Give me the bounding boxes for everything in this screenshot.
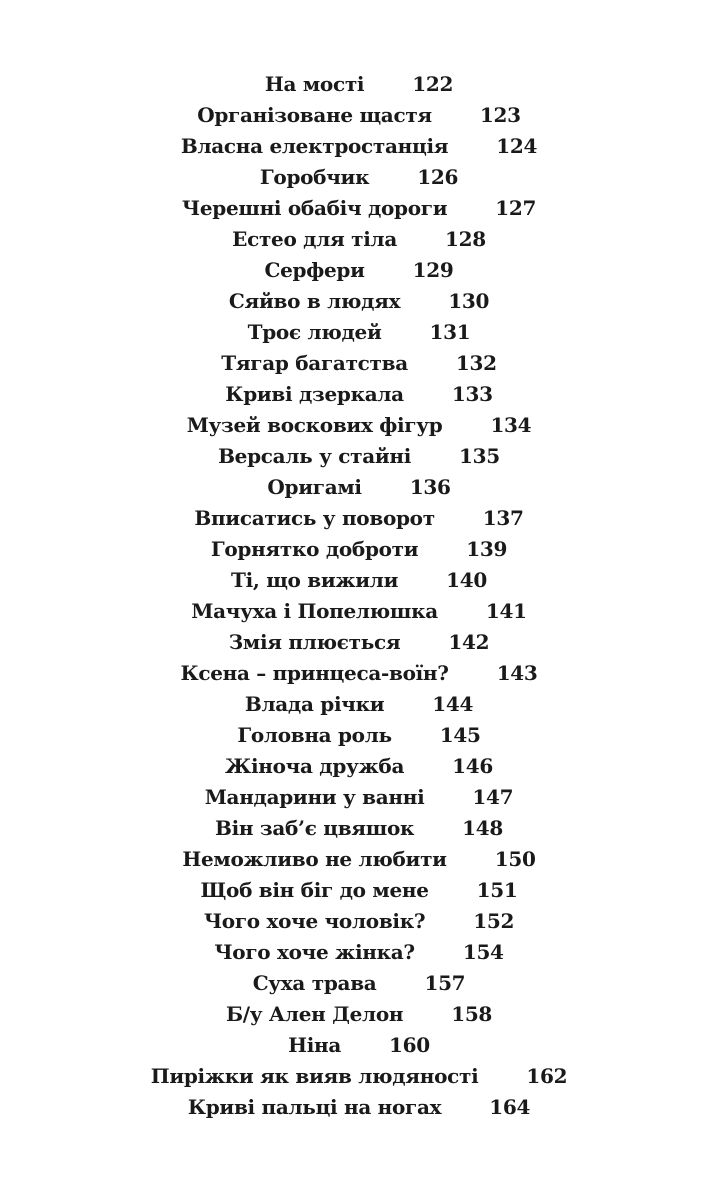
toc-entry-page: 132 <box>455 350 497 375</box>
toc-entry <box>0 471 718 502</box>
toc-entry-title: Музей воскових фігур <box>186 412 443 437</box>
toc-entry <box>0 657 718 688</box>
toc-entry-title: На мості <box>264 71 365 96</box>
toc-entry-page: 123 <box>479 102 521 127</box>
toc-entry-title: Щоб він біг до мене <box>200 877 429 902</box>
toc-entry <box>0 347 718 378</box>
toc-entry-page: 124 <box>496 133 538 158</box>
toc-entry-page: 152 <box>473 908 515 933</box>
toc-entry-title: Ті, що вижили <box>230 567 399 592</box>
toc-entry-title: Ксена – принцеса-воїн? <box>180 660 449 685</box>
toc-entry-page: 127 <box>495 195 537 220</box>
toc-entry-title: Змія плюється <box>228 629 401 654</box>
toc-entry-title: Чого хоче чоловік? <box>203 908 426 933</box>
toc-entry-title: Він заб’є цвяшок <box>214 815 415 840</box>
toc-entry-page: 144 <box>432 691 474 716</box>
toc-entry-title: Естео для тіла <box>232 226 397 251</box>
toc-entry <box>0 626 718 657</box>
toc-entry <box>0 1091 718 1122</box>
toc-entry-title: Чого хоче жінка? <box>214 939 415 964</box>
toc-entry-title: Пиріжки як вияв людяності <box>150 1063 479 1088</box>
toc-entry <box>0 254 718 285</box>
toc-entry-page: 142 <box>448 629 490 654</box>
toc-entry-title: Ніна <box>288 1032 342 1057</box>
toc-entry-page: 162 <box>526 1063 568 1088</box>
toc-entry <box>0 502 718 533</box>
toc-entry-title: Головна роль <box>237 722 392 747</box>
toc-entry <box>0 750 718 781</box>
toc-entry-page: 147 <box>472 784 514 809</box>
toc-entry-title: Власна електростанція <box>180 133 449 158</box>
toc-entry-page: 160 <box>389 1032 430 1057</box>
toc-entry <box>0 68 718 99</box>
toc-entry-title: Тягар багатства <box>221 350 408 375</box>
toc-entry-page: 151 <box>476 877 518 902</box>
toc-entry-title: Троє людей <box>247 319 382 344</box>
toc-entry <box>0 316 718 347</box>
toc-entry-title: Вписатись у поворот <box>194 505 435 530</box>
toc-entry-title: Серфери <box>264 257 365 282</box>
toc-entry <box>0 812 718 843</box>
toc-entry-title: Горобчик <box>259 164 370 189</box>
toc-entry <box>0 781 718 812</box>
toc-entry <box>0 719 718 750</box>
toc-entry <box>0 967 718 998</box>
toc-entry-page: 157 <box>424 970 466 995</box>
toc-entry-page: 141 <box>485 598 527 623</box>
toc-entry-title: Влада річки <box>244 691 385 716</box>
toc-entry-title: Неможливо не любити <box>182 846 447 871</box>
toc-entry <box>0 874 718 905</box>
toc-entry <box>0 378 718 409</box>
toc-entry-title: Б/у Ален Делон <box>225 1001 404 1026</box>
toc-entry <box>0 440 718 471</box>
toc-entry-page: 164 <box>489 1094 531 1119</box>
toc-entry-page: 133 <box>451 381 493 406</box>
toc-entry-page: 158 <box>451 1001 493 1026</box>
toc-entry-page: 134 <box>490 412 532 437</box>
toc-entry-page: 139 <box>466 536 508 561</box>
toc-entry-title: Мачуха і Попелюшка <box>191 598 438 623</box>
toc-entry <box>0 1029 718 1060</box>
toc-entry-title: Версаль у стайні <box>218 443 412 468</box>
toc-entry-page: 130 <box>448 288 490 313</box>
toc-entry-page: 150 <box>494 846 536 871</box>
toc-entry <box>0 843 718 874</box>
toc-entry-title: Оригамі <box>267 474 362 499</box>
toc-entry <box>0 130 718 161</box>
toc-entry <box>0 192 718 223</box>
toc-entry-page: 143 <box>496 660 538 685</box>
toc-entry-title: Черешні обабіч дороги <box>181 195 448 220</box>
toc-entry-title: Організоване щастя <box>197 102 432 127</box>
table-of-contents <box>0 68 718 1122</box>
toc-entry-page: 126 <box>417 164 459 189</box>
toc-entry <box>0 99 718 130</box>
toc-entry <box>0 533 718 564</box>
toc-entry-title: Суха трава <box>252 970 377 995</box>
toc-entry-page: 154 <box>462 939 504 964</box>
toc-entry-page: 136 <box>409 474 451 499</box>
toc-entry-title: Криві пальці на ногах <box>187 1094 442 1119</box>
toc-entry <box>0 161 718 192</box>
toc-entry-page: 129 <box>412 257 454 282</box>
toc-entry <box>0 688 718 719</box>
toc-entry <box>0 223 718 254</box>
toc-entry <box>0 595 718 626</box>
toc-entry <box>0 936 718 967</box>
toc-entry-page: 135 <box>459 443 500 468</box>
toc-entry-page: 146 <box>452 753 493 778</box>
toc-entry-page: 148 <box>462 815 504 840</box>
toc-entry-page: 122 <box>412 71 454 96</box>
toc-entry-title: Криві дзеркала <box>225 381 404 406</box>
toc-entry <box>0 998 718 1029</box>
toc-entry-page: 128 <box>445 226 486 251</box>
toc-entry-page: 140 <box>446 567 487 592</box>
toc-entry <box>0 905 718 936</box>
toc-entry-page: 131 <box>429 319 471 344</box>
toc-entry <box>0 285 718 316</box>
toc-entry <box>0 409 718 440</box>
toc-entry-title: Сяйво в людях <box>228 288 401 313</box>
toc-entry-page: 137 <box>482 505 524 530</box>
toc-entry <box>0 564 718 595</box>
toc-entry-title: Горнятко доброти <box>210 536 419 561</box>
toc-entry-page: 145 <box>439 722 481 747</box>
toc-entry <box>0 1060 718 1091</box>
toc-entry-title: Жіноча дружба <box>225 753 405 778</box>
toc-entry-title: Мандарини у ванні <box>204 784 425 809</box>
